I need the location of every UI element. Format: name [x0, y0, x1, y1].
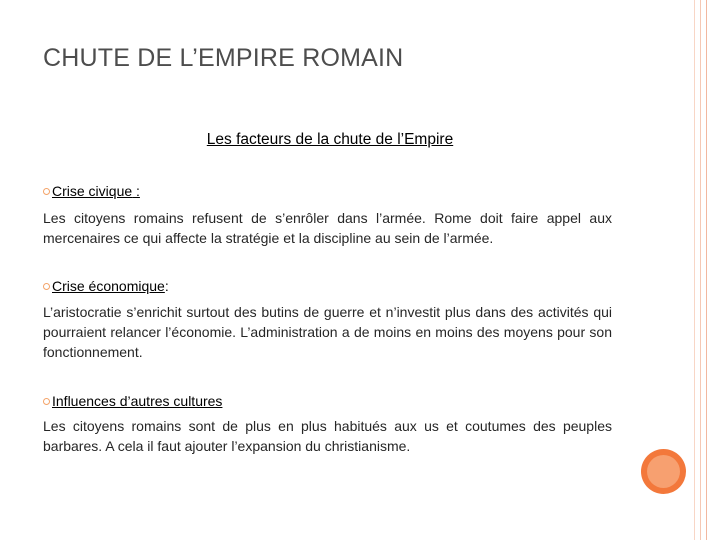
section-heading-text: Crise civique :	[52, 183, 140, 199]
bullet-ring-icon	[43, 188, 50, 195]
decorative-circle-inner	[647, 455, 680, 488]
frame-line-inner	[694, 0, 695, 540]
section-text-cultures: Les citoyens romains sont de plus en plus habitués aux us et coutumes des peuples barbares. A cela il faut ajouter l’expansion du christianisme.	[43, 418, 612, 454]
slide-subtitle	[0, 131, 660, 149]
section-text-economic: L’aristocratie s’enrichit surtout des butins de guerre et n’investit plus dans des activités qui pourraient relancer l’économie. L’administration a de moins en moins des moyens pour son fonctionnement.	[43, 304, 612, 360]
section-heading-economic	[43, 278, 169, 294]
section-heading-text: Crise économique	[52, 278, 165, 294]
section-heading-civic	[43, 183, 140, 199]
slide-subtitle-text: Les facteurs de la chute de l’Empire	[206, 131, 454, 148]
section-heading-suffix: :	[164, 278, 169, 294]
bullet-ring-icon	[43, 283, 50, 290]
bullet-ring-icon	[43, 398, 50, 405]
section-text-civic: Les citoyens romains refusent de s’enrôler dans l’armée. Rome doit faire appel aux mercenaires ce qui affecte la stratégie et la discipline au sein de l’armée.	[43, 210, 612, 246]
frame-line-outer	[706, 0, 707, 540]
section-heading-text: Influences d’autres cultures	[52, 393, 223, 409]
slide-title: CHUTE DE L’EMPIRE ROMAIN	[43, 44, 404, 72]
section-heading-cultures	[43, 393, 222, 409]
frame-line-middle	[700, 0, 701, 540]
